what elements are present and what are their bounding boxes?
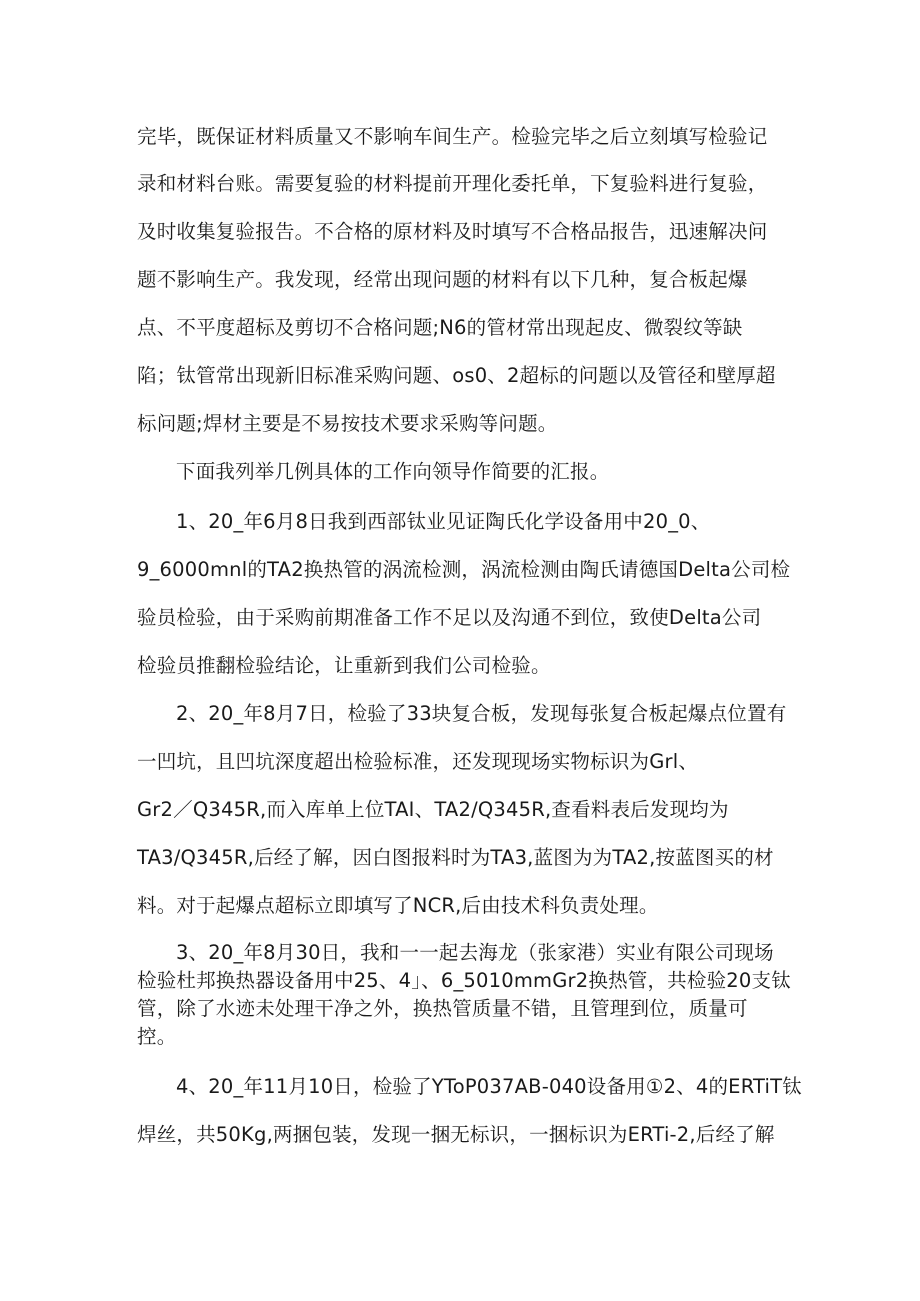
item-3-line-3: 管，除了水迹未处理干净之外，换热管质量不错，且管理到位，质量可 (137, 997, 748, 1020)
item-1-line-2: 9_6000mnl的TA2换热管的涡流检测，涡流检测由陶氏请德国Delta公司检 (137, 558, 791, 581)
item-4-line-1: 4、20_年11月10日，检验了YToP037AB-040设备用①2、4的ERTiT钛 (176, 1075, 802, 1098)
paragraph-intro: 下面我列举几例具体的工作向领导作简要的汇报。 (176, 460, 610, 483)
item-2-line-1: 2、20_年8月7日，检验了33块复合板，发现每张复合板起爆点位置有 (176, 702, 787, 725)
item-1-line-1: 1、20_年6月8日我到西部钛业见证陶氏化学设备用中20_0、 (176, 510, 711, 533)
item-2-line-2: 一凹坑，且凹坑深度超出检验标准，还发现现场实物标识为Grl、 (137, 750, 699, 773)
item-3-line-2: 检验杜邦换热器设备用中25、4」、6_5010mmGr2换热管，共检验20支钛 (137, 969, 791, 992)
text-line-7: 标问题;焊材主要是不易按技术要求采购等问题。 (137, 412, 558, 435)
item-2-line-5: 料。对于起爆点超标立即填写了NCR,后由技术科负责处理。 (137, 894, 659, 917)
item-1-line-4: 检验员推翻检验结论，让重新到我们公司检验。 (137, 654, 551, 677)
text-line-3: 及时收集复验报告。不合格的原材料及时填写不合格品报告，迅速解决问 (137, 220, 768, 243)
text-line-2: 录和材料台账。需要复验的材料提前开理化委托单，下复验料进行复验， (137, 172, 768, 195)
text-line-1: 完毕，既保证材料质量又不影响车间生产。检验完毕之后立刻填写检验记 (137, 125, 768, 148)
item-3-line-1: 3、20_年8月30日，我和一一起去海龙（张家港）实业有限公司现场 (176, 941, 774, 964)
text-line-6: 陷；钛管常出现新旧标准采购问题、os0、2超标的问题以及管径和壁厚超 (137, 364, 776, 387)
item-1-line-3: 验员检验，由于采购前期准备工作不足以及沟通不到位，致使Delta公司 (137, 606, 762, 629)
item-3-line-4: 控。 (137, 1025, 177, 1048)
item-4-line-2: 焊丝，共50Kg,两捆包装，发现一捆无标识，一捆标识为ERTi-2,后经了解 (137, 1123, 775, 1146)
text-line-5: 点、不平度超标及剪切不合格问题;N6的管材常出现起皮、微裂纹等缺 (137, 316, 743, 339)
text-line-4: 题不影响生产。我发现，经常出现问题的材料有以下几种，复合板起爆 (137, 268, 748, 291)
item-2-line-3: Gr2／Q345R,而入库单上位TAI、TA2/Q345R,查看料表后发现均为 (137, 798, 729, 821)
item-2-line-4: TA3/Q345R,后经了解，因白图报料时为TA3,蓝图为为TA2,按蓝图买的材 (137, 846, 774, 869)
